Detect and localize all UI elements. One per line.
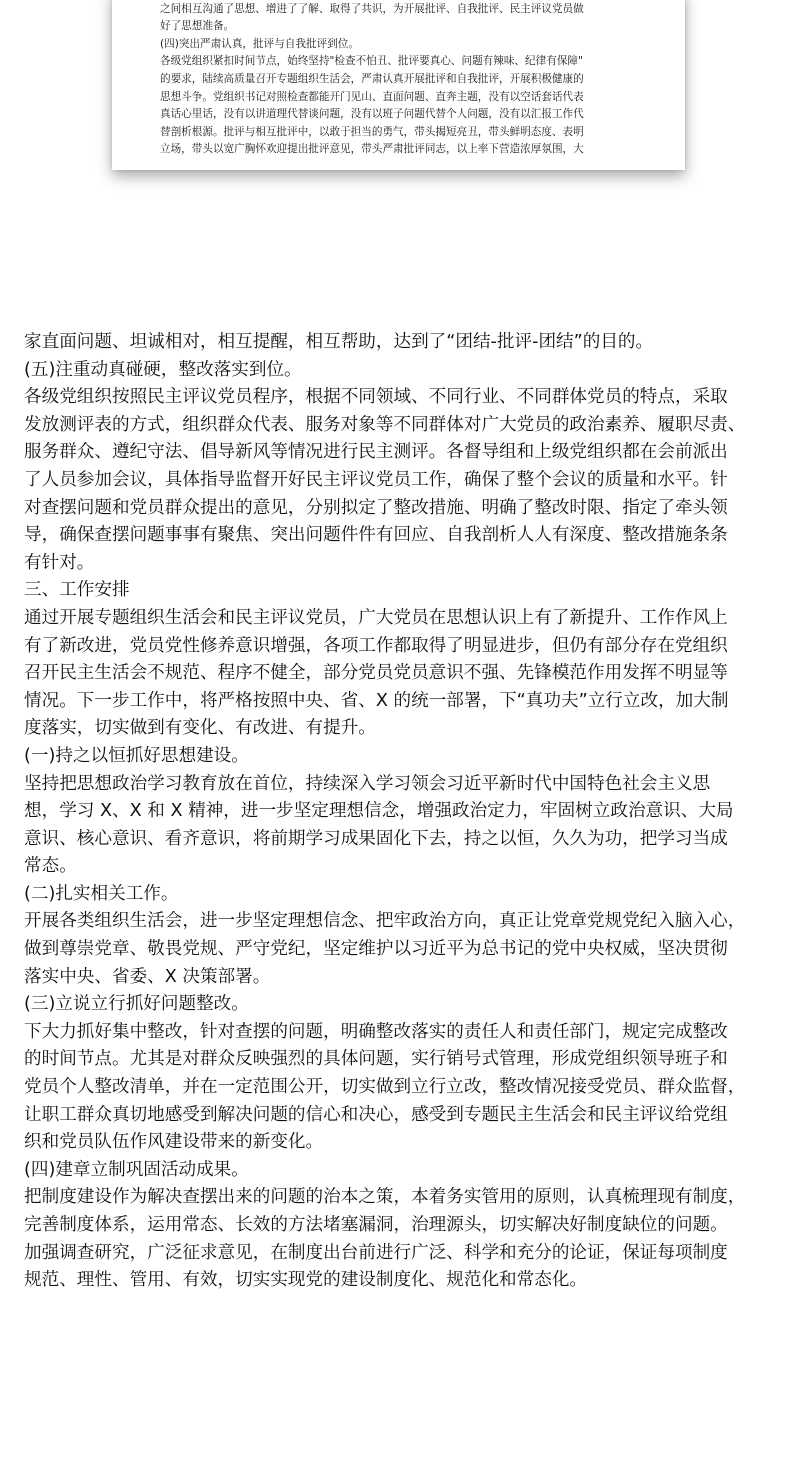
- preview-line: 好了思想准备。: [160, 20, 235, 33]
- body-line: 想，学习 X、X 和 X 精神，进一步坚定理想信念，增强政治定力，牢固树立政治意识、大局: [24, 801, 734, 822]
- body-line: 加强调查研究，广泛征求意见，在制度出台前进行广泛、科学和充分的论证，保证每项制度: [24, 1242, 728, 1263]
- document-preview-area: [0, 0, 800, 260]
- body-line: 落实中央、省委、X 决策部署。: [24, 966, 271, 987]
- section-heading: 三、工作安排: [24, 580, 130, 601]
- body-line: 了人员参加会议，具体指导监督开好民主评议党员工作，确保了整个会议的质量和水平。针: [24, 469, 728, 490]
- body-line: 做到尊崇党章、敬畏党规、严守党纪，坚定维护以习近平为总书记的党中央权威，坚决贯彻: [24, 939, 728, 960]
- body-line: 下大力抓好集中整改，针对查摆的问题，明确整改落实的责任人和责任部门，规定完成整改: [24, 1021, 728, 1042]
- preview-line: 替剖析根源。批评与相互批评中，以敢于担当的勇气，带头揭短亮丑，带头鲜明态度、表明: [160, 125, 584, 138]
- preview-line: 各级党组织紧扣时间节点，始终坚持"检查不怕丑、批评要真心、问题有辣味、纪律有保障": [160, 55, 583, 68]
- section-heading: (二)扎实相关工作。: [24, 883, 179, 904]
- document-preview-card: [112, 0, 685, 170]
- body-line: 常态。: [24, 856, 77, 877]
- section-heading: (一)持之以恒抓好思想建设。: [24, 745, 249, 766]
- section-heading: (四)建章立制巩固活动成果。: [24, 1159, 249, 1180]
- body-line: 有了新改进，党员党性修养意识增强，各项工作都取得了明显进步，但仍有部分存在党组织: [24, 635, 728, 656]
- body-line: 情况。下一步工作中，将严格按照中央、省、X 的统一部署，下“真功夫”立行立改，加大制: [24, 690, 729, 711]
- section-heading: (五)注重动真碰硬，整改落实到位。: [24, 359, 302, 380]
- body-line: 对查摆问题和党员群众提出的意见，分别拟定了整改措施、明确了整改时限、指定了牵头领: [24, 497, 728, 518]
- body-line: 度落实，切实做到有变化、有改进、有提升。: [24, 718, 376, 739]
- body-line: 通过开展专题组织生活会和民主评议党员，广大党员在思想认识上有了新提升、工作作风上: [24, 607, 728, 628]
- preview-line: (四)突出严肃认真，批评与自我批评到位。: [160, 37, 359, 50]
- body-line: 召开民主生活会不规范、程序不健全，部分党员党员意识不强、先锋模范作用发挥不明显等: [24, 663, 728, 684]
- body-line: 织和党员队伍作风建设带来的新变化。: [24, 1132, 324, 1153]
- section-heading: (三)立说立行抓好问题整改。: [24, 994, 249, 1015]
- body-line: 让职工群众真切地感受到解决问题的信心和决心，感受到专题民主生活会和民主评议给党组: [24, 1104, 728, 1125]
- body-line: 的时间节点。尤其是对群众反映强烈的具体问题，实行销号式管理，形成党组织领导班子和: [24, 1049, 728, 1070]
- preview-line: 思想斗争。党组织书记对照检查都能开门见山、直面问题、直奔主题，没有以空话套话代表: [160, 90, 584, 103]
- preview-line: 立场，带头以宽广胸怀欢迎提出批评意见，带头严肃批评同志，以上率下营造浓厚氛围，大: [160, 143, 584, 156]
- body-line: 服务群众、遵纪守法、倡导新风等情况进行民主测评。各督导组和上级党组织都在会前派出: [24, 442, 728, 463]
- preview-line: 的要求，陆续高质量召开专题组织生活会，严肃认真开展批评和自我批评，开展积极健康的: [160, 72, 584, 85]
- body-line: 意识、核心意识、看齐意识，将前期学习成果固化下去，持之以恒，久久为功，把学习当成: [24, 828, 728, 849]
- body-line: 发放测评表的方式，组织群众代表、服务对象等不同群体对广大党员的政治素养、履职尽责、: [24, 414, 746, 435]
- body-line: 党员个人整改清单，并在一定范围公开，切实做到立行立改，整改情况接受党员、群众监督，: [24, 1077, 746, 1098]
- preview-line: 之间相互沟通了思想、增进了了解、取得了共识，为开展批评、自我批评、民主评议党员做: [160, 2, 584, 15]
- body-line: 各级党组织按照民主评议党员程序，根据不同领域、不同行业、不同群体党员的特点，采取: [24, 387, 728, 408]
- body-line: 家直面问题、坦诚相对，相互提醒，相互帮助，达到了“团结-批评-团结”的目的。: [24, 332, 654, 352]
- document-body: [24, 329, 780, 1295]
- body-line: 坚持把思想政治学习教育放在首位，持续深入学习领会习近平新时代中国特色社会主义思: [24, 773, 711, 794]
- preview-text-block: [160, 0, 656, 159]
- body-line: 导，确保查摆问题事事有聚焦、突出问题件件有回应、自我剖析人人有深度、整改措施条条: [24, 525, 728, 546]
- body-line: 完善制度体系，运用常态、长效的方法堵塞漏洞，治理源头，切实解决好制度缺位的问题。: [24, 1215, 728, 1235]
- body-line: 开展各类组织生活会，进一步坚定理想信念、把牢政治方向，真正让党章党规党纪入脑入心，: [24, 911, 746, 932]
- body-line: 规范、理性、管用、有效，切实实现党的建设制度化、规范化和常态化。: [24, 1270, 588, 1291]
- preview-line: 真话心里话，没有以讲道理代替谈问题，没有以班子问题代替个人问题，没有以汇报工作代: [160, 108, 584, 121]
- body-line: 有针对。: [24, 552, 95, 573]
- body-line: 把制度建设作为解决查摆出来的问题的治本之策，本着务实管用的原则，认真梳理现有制度，: [24, 1187, 746, 1208]
